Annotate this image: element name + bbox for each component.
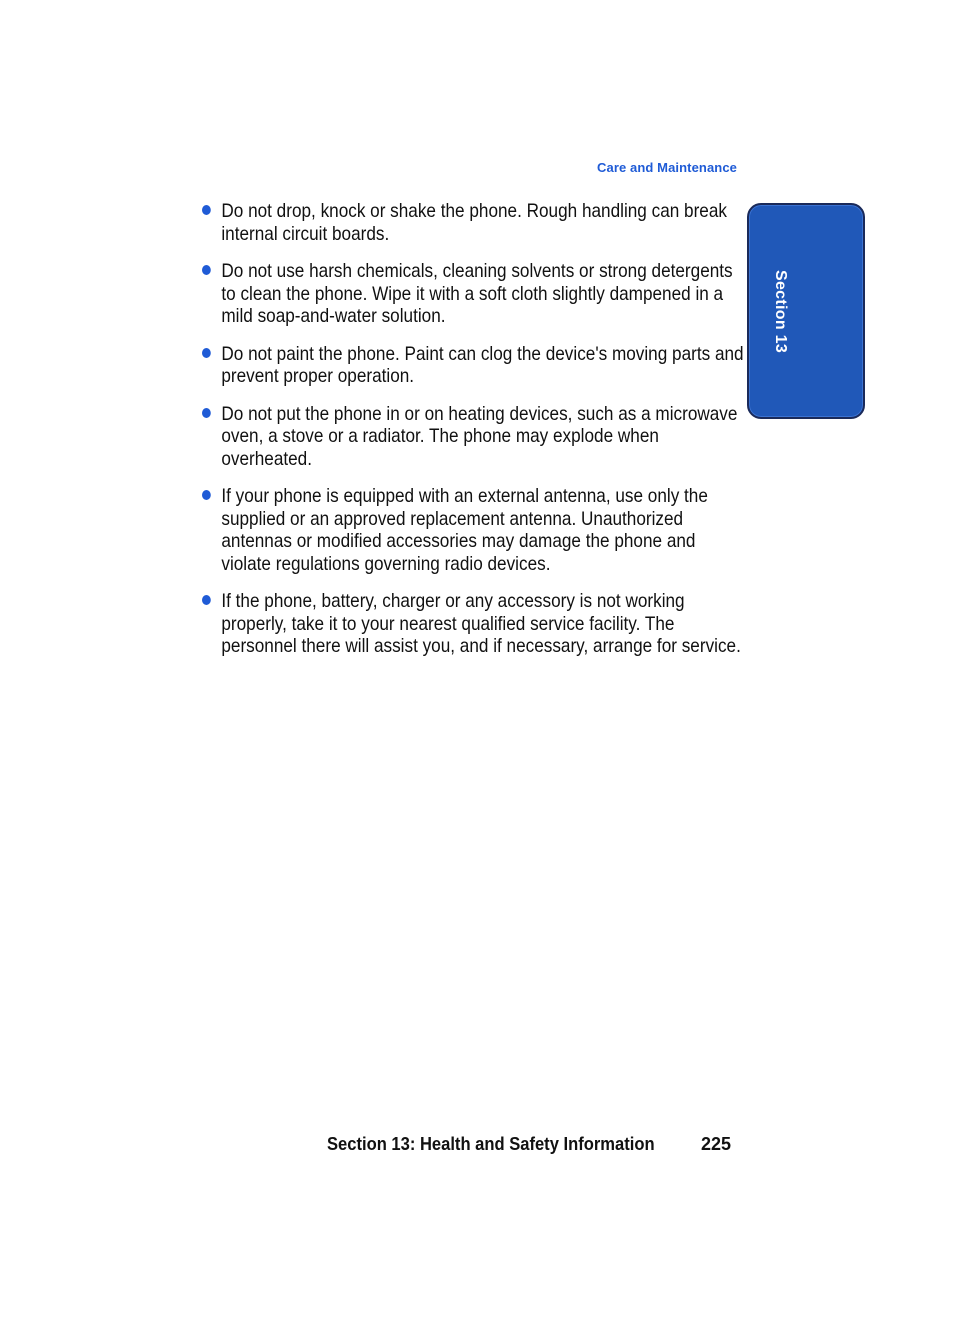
bullet-icon [202, 408, 211, 418]
section-tab [747, 203, 865, 419]
list-item [202, 590, 749, 658]
list-item [202, 485, 749, 575]
section-tab-label: Section 13 [772, 270, 789, 354]
list-item [202, 343, 749, 388]
footer-section-title: Section 13: Health and Safety Information [327, 1134, 655, 1154]
bullet-icon [202, 265, 211, 275]
list-item [202, 260, 749, 328]
list-item-text: Do not drop, knock or shake the phone. Rough handling can break internal circuit boards. [221, 200, 727, 245]
bullet-list [202, 200, 742, 673]
list-item-text: Do not put the phone in or on heating devices, such as a microwave oven, a stove or a radiator. The phone may explode when overheated. [221, 402, 738, 470]
list-item-text: If the phone, battery, charger or any accessory is not working properly, take it to your nearest qualified service facility. The personnel there will assist you, and if necessary, arrange for service. [221, 590, 741, 657]
bullet-icon [202, 205, 211, 215]
list-item-text: Do not paint the phone. Paint can clog the device's moving parts and prevent proper operation. [221, 342, 744, 387]
running-head: Care and Maintenance [597, 160, 737, 175]
bullet-icon [202, 595, 211, 605]
page-number: 225 [701, 1134, 732, 1154]
list-item-text: If your phone is equipped with an external antenna, use only the supplied or an approved replacement antenna. Unauthorized antennas or modified accessories may damage the phone and violate regulations governing radio devices. [221, 485, 708, 575]
list-item-text: Do not use harsh chemicals, cleaning solvents or strong detergents to clean the phone. Wipe it with a soft cloth slightly dampened in a mild soap-and-water solution. [221, 260, 733, 327]
bullet-icon [202, 490, 211, 500]
list-item [202, 403, 749, 471]
list-item [202, 200, 749, 245]
bullet-icon [202, 348, 211, 358]
